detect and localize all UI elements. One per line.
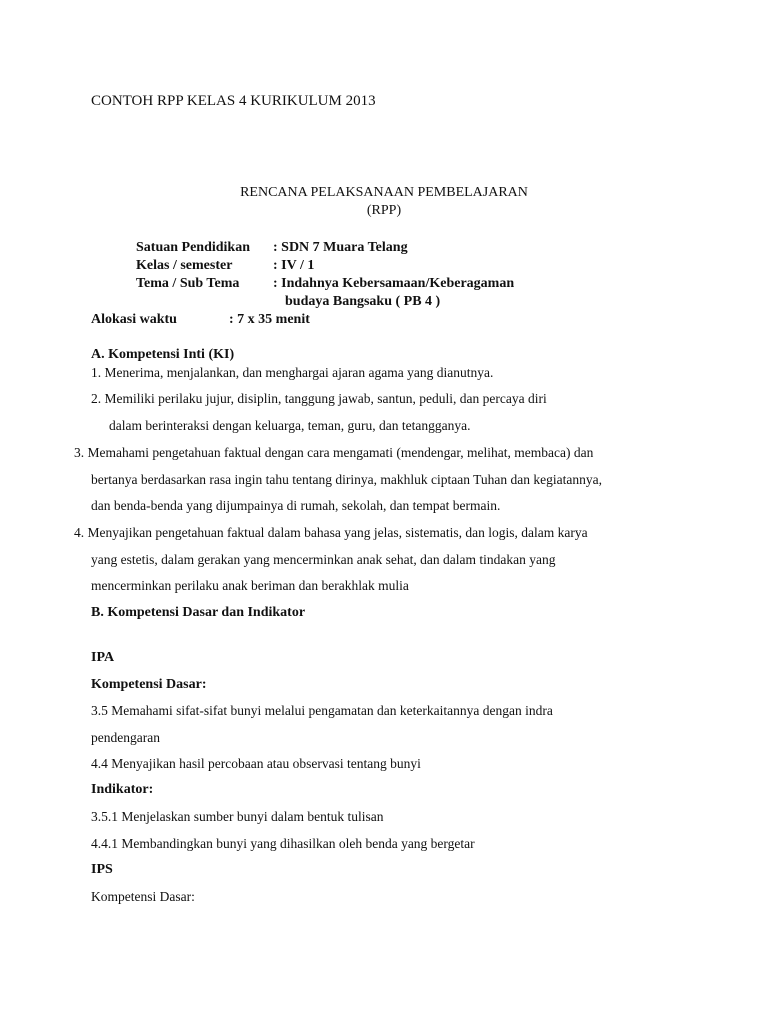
ipa-kd-label: Kompetensi Dasar: [91,677,207,692]
kd-3-5-line2: pendengaran [91,730,160,745]
doc-title: CONTOH RPP KELAS 4 KURIKULUM 2013 [91,93,376,109]
ki-4-line3: mencerminkan perilaku anak beriman dan berakhlak mulia [91,578,409,593]
kd-4-4: 4.4 Menyajikan hasil percobaan atau observasi tentang bunyi [91,756,421,771]
tema-label: Tema / Sub Tema [136,276,240,291]
ips-heading: IPS [91,862,113,877]
satuan-value: : SDN 7 Muara Telang [273,240,408,255]
kd-3-5-line1: 3.5 Memahami sifat-sifat bunyi melalui pengamatan dan keterkaitannya dengan indra [91,703,553,718]
section-a-title: A. Kompetensi Inti (KI) [91,347,235,362]
kelas-label: Kelas / semester [136,258,233,273]
alokasi-value: : 7 x 35 menit [229,312,310,327]
ki-2-line1: 2. Memiliki perilaku jujur, disiplin, tanggung jawab, santun, peduli, dan percaya diri [91,391,547,406]
ki-2-line2: dalam berinteraksi dengan keluarga, teman, guru, dan tetangganya. [109,418,471,433]
indikator-4-4-1: 4.4.1 Membandingkan bunyi yang dihasilkan oleh benda yang bergetar [91,836,475,851]
alokasi-label: Alokasi waktu [91,312,177,327]
tema-value: : Indahnya Kebersamaan/Keberagaman [273,276,515,291]
indikator-label: Indikator: [91,782,154,797]
ki-1: 1. Menerima, menjalankan, dan menghargai ajaran agama yang dianutnya. [91,365,494,380]
satuan-label: Satuan Pendidikan [136,240,250,255]
tema-value-cont: budaya Bangsaku ( PB 4 ) [285,294,441,309]
indikator-3-5-1: 3.5.1 Menjelaskan sumber bunyi dalam bentuk tulisan [91,809,384,824]
section-b-title: B. Kompetensi Dasar dan Indikator [91,605,306,620]
ki-3-line2: bertanya berdasarkan rasa ingin tahu tentang dirinya, makhluk ciptaan Tuhan dan kegiatannya, [91,472,602,487]
ips-kd-label: Kompetensi Dasar: [91,889,195,904]
ki-3-line3: dan benda-benda yang dijumpainya di rumah, sekolah, dan tempat bermain. [91,498,501,513]
ki-4-line1: 4. Menyajikan pengetahuan faktual dalam bahasa yang jelas, sistematis, dan logis, dalam karya [74,525,588,540]
ki-3-line1: 3. Memahami pengetahuan faktual dengan cara mengamati (mendengar, melihat, membaca) dan [74,445,594,460]
ipa-heading: IPA [91,650,115,665]
ki-4-line2: yang estetis, dalam gerakan yang mencerminkan anak sehat, dan dalam tindakan yang [91,552,556,567]
kelas-value: : IV / 1 [273,258,315,273]
rpp-heading: RENCANA PELAKSANAAN PEMBELAJARAN [240,185,528,200]
rpp-heading-abbrev: (RPP) [366,203,402,218]
